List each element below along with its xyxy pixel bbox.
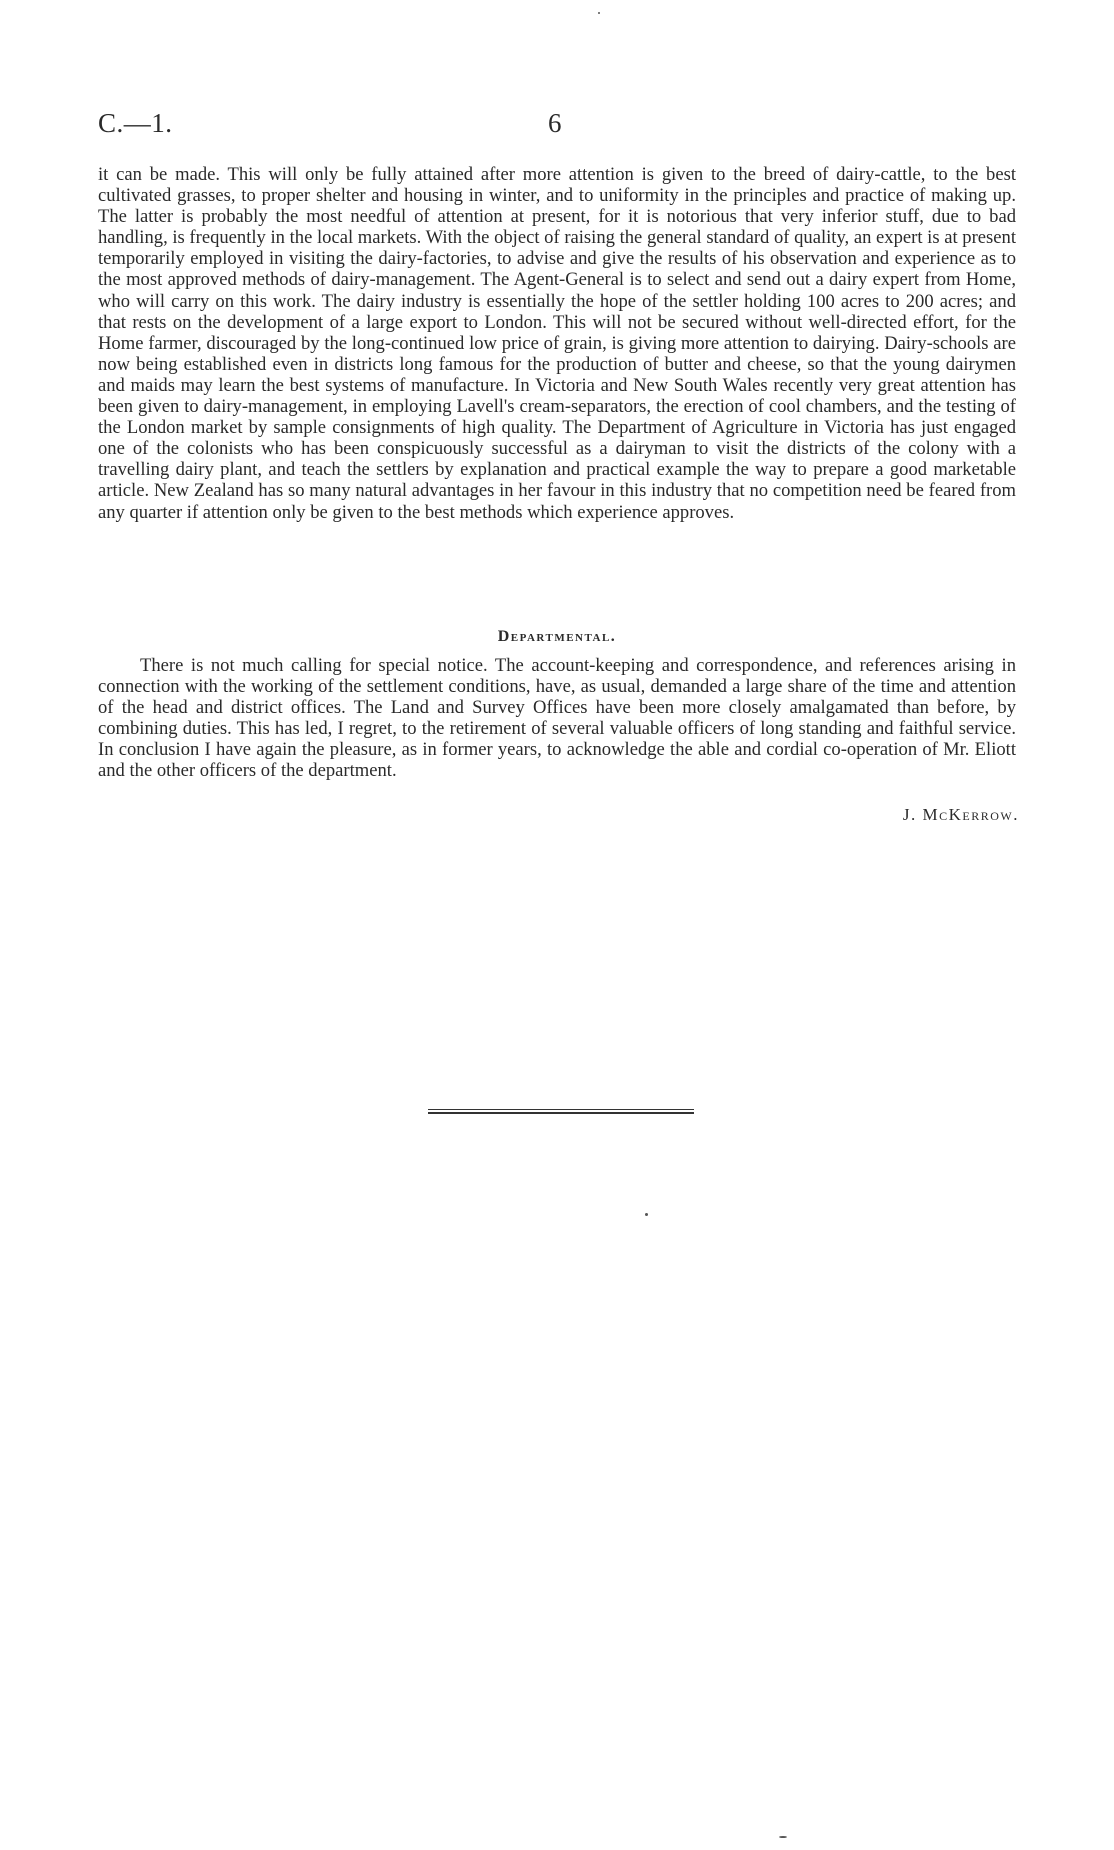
section-heading: Departmental. (497, 628, 617, 645)
scan-speck (598, 12, 600, 14)
page-number: 6 (548, 108, 562, 138)
scan-speck (645, 1213, 648, 1216)
scan-speck (779, 1836, 787, 1838)
closing-rule-line-thin (428, 1109, 694, 1110)
closing-rule-line-thick (428, 1112, 694, 1114)
body-paragraph: it can be made. This will only be fully attained after more attention is given to the breed of dairy-cattle, to the best cultivated grasses, to proper shelter and housing in winter, and to uniformity in the principles and practice of making up. The latter is probably the most needful of attention at present, for it is notorious that very inferior stuff, due to bad handling, is frequently in the local markets. With the object of raising the general standard of quality, an expert is at present temporarily employed in visiting the dairy-factories, to advise and give the results of his observation and experience as to the most approved methods of dairy-management. The Agent-General is to select and send out a dairy expert from Home, who will carry on this work. The dairy industry is essentially the hope of the settler holding 100 acres to 200 acres; and that rests on the development of a large export to London. This will not be secured without well-directed effort, for the Home farmer, discouraged by the long-continued low price of grain, is giving more attention to dairying. Dairy-schools are now being established even in districts long famous for the production of butter and cheese, so that the young dairymen and maids may learn the best systems of manufacture. In Victoria and New South Wales recently very great attention has been given to dairy-management, in employing Lavell's cream-separators, the erection of cool chambers, and the testing of the London market by sample consignments of high quality. The Department of Agriculture in Victoria has just engaged one of the colonists who has been conspicuously successful as a dairyman to visit the districts of the colony with a travelling dairy plant, and teach the settlers by explanation and practical example the way to prepare a good marketable article. New Zealand has so many natural advantages in her favour in this industry that no competition need be feared from any quarter if attention only be given to the best methods which experience approves. (98, 164, 1016, 523)
signature: J. McKerrow. (902, 805, 1019, 824)
section-paragraph: There is not much calling for special notice. The account-keeping and correspondence, and references arising in connection with the working of the settlement conditions, have, as usual, demanded a large share of the time and attention of the head and district offices. The Land and Survey Offices have been more closely amalgamated than before, by combining duties. This has led, I regret, to the retirement of several valuable officers of long standing and faithful service. In conclusion I have again the pleasure, as in former years, to acknowledge the able and cordial co-operation of Mr. Eliott and the other officers of the department. (98, 655, 1016, 782)
page-header (98, 108, 1016, 142)
closing-rule (428, 1109, 694, 1114)
document-reference: C.—1. (98, 108, 173, 138)
